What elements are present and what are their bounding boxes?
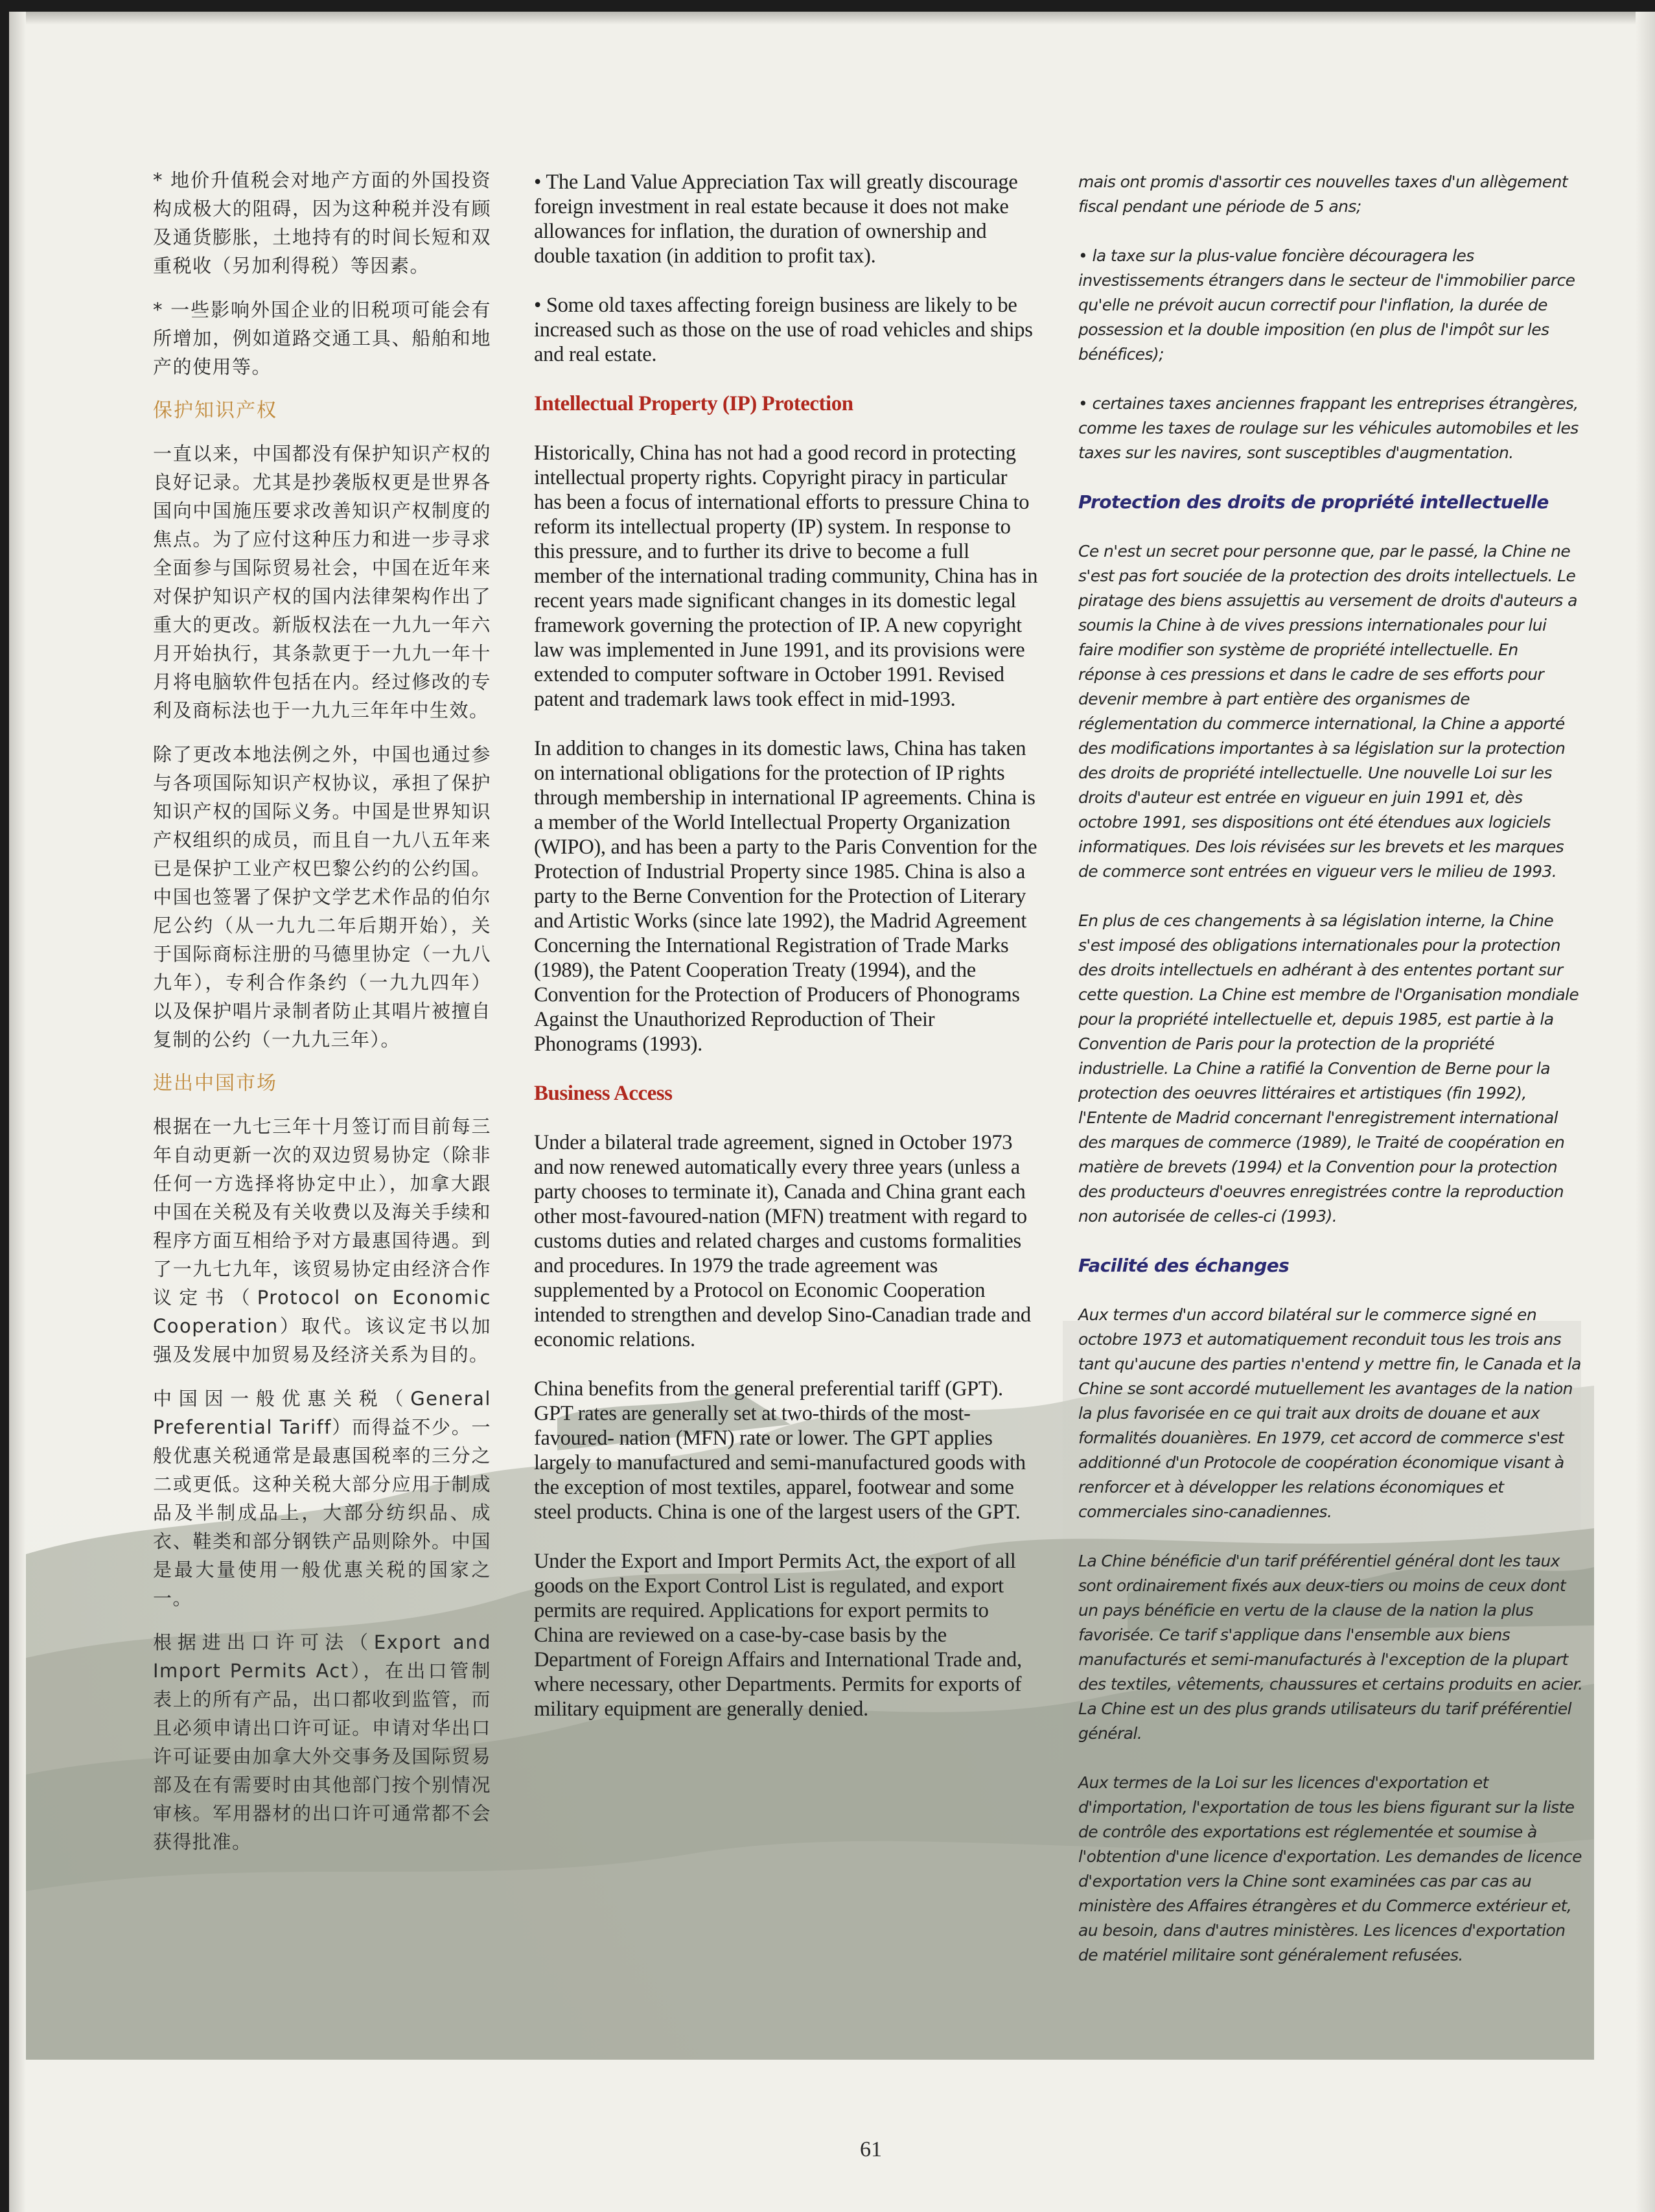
fr-ip-heading: Protection des droits de propriété intellectuelle: [1078, 491, 1549, 513]
zh-market-heading: 进出中国市场: [153, 1072, 277, 1095]
zh-market-paragraph-1: 根据在一九七三年十月签订而目前每三年自动更新一次的双边贸易协定（除非任何一方选择将协定中止），加拿大跟中国在关税及有关收费以及海关手续和程序方面互相给予对方最惠国待遇。到了一九七九年，该贸易协定由经济合作议定书（Protocol on Economic Cooperation）取代。该议定书以加强及发展中加贸易及经济关系为目的。: [153, 1115, 491, 1366]
en-market-paragraph-2: China benefits from the general preferential tariff (GPT). GPT rates are generally set at two-thirds of the most-favoured- nation (MFN) rate or lower. The GPT applies largely to manufactured and semi-manufactured goods with the exception of most textiles, apparel, footwear and some steel products. China is one of the largest users of the GPT.: [534, 1377, 1026, 1524]
chinese-column: [153, 166, 491, 1872]
fr-bullet-2: • certaines taxes anciennes frappant les entreprises étrangères, comme les taxes de roulage sur les véhicules automobiles et les taxes sur les navires, sont susceptibles d'augmentation.: [1078, 394, 1579, 462]
zh-market-paragraph-2: 中国因一般优惠关税（General Preferential Tariff）而得益不少。一般优惠关税通常是最惠国税率的三分之二或更低。这种关税大部分应用于制成品及半制成品上，大部分纺织品、成衣、鞋类和部分钢铁产品则除外。中国是最大量使用一般优惠关税的国家之一。: [153, 1388, 491, 1609]
fr-bullet-1: • la taxe sur la plus-value foncière découragera les investissements étrangers dans le secteur de l'immobilier parce qu'elle ne prévoit aucun correctif pour l'inflation, la durée de possession et la double imposition (en plus de l'impôt sur les bénéfices);: [1078, 246, 1575, 364]
en-ip-paragraph-1: Historically, China has not had a good record in protecting intellectual property rights. Copyright piracy in particular has been a focus of international efforts to pressure China to reform its intellectual property (IP) system. In response to this pressure, and to further its drive to become a full member of the international trading community, China has in recent years made significant changes in its domestic legal framework governing the protection of IP. A new copyright law was implemented in June 1991, and its provisions were extended to computer software in October 1991. Revised patent and trademark laws took effect in mid-1993.: [534, 441, 1038, 711]
zh-ip-paragraph-1: 一直以来，中国都没有保护知识产权的良好记录。尤其是抄袭版权更是世界各国向中国施压要求改善知识产权制度的焦点。为了应付这种压力和进一步寻求全面参与国际贸易社会，中国在近年来对保护知识产权的国内法律架构作出了重大的更改。新版权法在一九九一年六月开始执行，其条款更于一九九一年十月将电脑软件包括在内。经过修改的专利及商标法也于一九九三年年中生效。: [153, 443, 491, 721]
page-right-edge: [1636, 12, 1655, 2212]
zh-ip-paragraph-2: 除了更改本地法例之外，中国也通过参与各项国际知识产权协议，承担了保护知识产权的国际义务。中国是世界知识产权组织的成员，而且自一九八五年来已是保护工业产权巴黎公约的公约国。中国也签署了保护文学艺术作品的伯尔尼公约（从一九九二年后期开始），关于国际商标注册的马德里协定（一九八九年），专利合作条约（一九九四年）以及保护唱片录制者防止其唱片被擅自复制的公约（一九九三年）。: [153, 743, 491, 1051]
page-binding-shadow: [9, 12, 26, 2212]
en-bullet-1: • The Land Value Appreciation Tax will greatly discourage foreign investment in real estate because it does not make allowances for inflation, the duration of ownership and double taxation (in addition to profit tax).: [534, 170, 1018, 268]
en-market-paragraph-1: Under a bilateral trade agreement, signed in October 1973 and now renewed automatically every three years (unless a party chooses to terminate it), Canada and China grant each other most-favoured-nation (MFN) treatment with regard to customs duties and related charges and customs formalities and procedures. In 1979 the trade agreement was supplemented by a Protocol on Economic Cooperation intended to strengthen and develop Sino-Canadian trade and economic relations.: [534, 1131, 1031, 1351]
fr-market-heading: Facilité des échanges: [1078, 1255, 1290, 1276]
zh-bullet-1: * 地价升值税会对地产方面的外国投资构成极大的阻碍，因为这种税并没有顾及通货膨胀，土地持有的时间长短和双重税收（另加利得税）等因素。: [153, 169, 491, 277]
english-column: [534, 170, 1039, 1746]
en-market-heading: Business Access: [534, 1082, 673, 1105]
page-number: 61: [860, 2137, 882, 2161]
fr-market-paragraph-1: Aux termes d'un accord bilatéral sur le commerce signé en octobre 1973 et automatiquement reconduit tous les trois ans tant qu'aucune des parties n'entend y mettre fin, le Canada et la Chine se sont accordé mutuellement les avantages de la nation la plus favorisée en ce qui trait aux droits de douane et aux formalités douanières. En 1979, cet accord de commerce s'est additionné d'un Protocole de coopération économique visant à renforcer et à développer les relations économiques et commerciales sino-canadiennes.: [1078, 1305, 1581, 1521]
en-bullet-2: • Some old taxes affecting foreign business are likely to be increased such as those on the use of road vehicles and ships and real estate.: [534, 294, 1033, 366]
fr-market-paragraph-3: Aux termes de la Loi sur les licences d'exportation et d'importation, l'exportation de tous les biens figurant sur la liste de contrôle des exportations est réglementée et soumise à l'obtention d'une licence d'exportation. Les demandes de licence d'exportation vers la Chine sont examinées cas par cas au ministère des Affaires étrangères et du Commerce extérieur et, au besoin, dans d'autres ministères. Les licences d'exportation de matériel militaire sont généralement refusées.: [1078, 1773, 1582, 1964]
fr-ip-paragraph-2: En plus de ces changements à sa législation interne, la Chine s'est imposé des obligations internationales pour la protection des droits intellectuels en adhérant à des ententes portant sur cette question. La Chine est membre de l'Organisation mondiale pour la propriété intellectuelle et, depuis 1985, est partie à la Convention de Paris pour la protection de la propriété industrielle. La Chine a ratifié la Convention de Berne pour la protection des oeuvres littéraires et artistiques (fin 1992), l'Entente de Madrid concernant l'enregistrement international des marques de commerce (1989), le Traité de coopération en matière de brevets (1994) et la Convention pour la protection des producteurs d'oeuvres enregistrées contre la reproduction non autorisée de celles-ci (1993).: [1078, 911, 1579, 1226]
fr-ip-paragraph-1: Ce n'est un secret pour personne que, par le passé, la Chine ne s'est pas fort souciée de la protection des droits intellectuels. Le piratage des biens assujettis au versement de droits d'auteurs a soumis la Chine à de vives pressions internationales pour lui faire modifier son système de propriété intellectuelle. En réponse à ces pressions et dans le cadre de ses efforts pour devenir membre à part entière des organismes de réglementation du commerce international, la Chine a apporté des modifications importantes à sa législation sur la protection des droits de propriété intellectuelle. Une nouvelle Loi sur les droits d'auteur est entrée en vigueur en juin 1991 et, dès octobre 1991, ses dispositions ont été étendues aux logiciels informatiques. Des lois révisées sur les brevets et les marques de commerce sont entrées en vigueur vers le milieu de 1993.: [1078, 542, 1577, 881]
fr-continuation: mais ont promis d'assortir ces nouvelles taxes d'un allègement fiscal pendant une période de 5 ans;: [1078, 172, 1568, 216]
french-column: [1078, 170, 1584, 1992]
document-page: [9, 12, 1655, 2212]
zh-market-paragraph-3: 根据进出口许可法（Export and Import Permits Act），在出口管制表上的所有产品，出口都收到监管，而且必须申请出口许可证。申请对华出口许可证要由加拿大外交事务及国际贸易部及在有需要时由其他部门按个别情况审核。军用器材的出口许可通常都不会获得批准。: [153, 1631, 491, 1853]
zh-bullet-2: * 一些影响外国企业的旧税项可能会有所增加，例如道路交通工具、船舶和地产的使用等。: [153, 299, 491, 378]
zh-ip-heading: 保护知识产权: [153, 399, 277, 422]
en-market-paragraph-3: Under the Export and Import Permits Act, the export of all goods on the Export Control List is regulated, and export permits are required. Applications for export permits to China are reviewed on a case-by-case basis by the Department of Foreign Affairs and International Trade and, where necessary, other Departments. Permits for exports of military equipment are generally denied.: [534, 1550, 1022, 1721]
fr-market-paragraph-2: La Chine bénéficie d'un tarif préférentiel général dont les taux sont ordinairement fixés aux deux-tiers ou moins de ceux dont un pays bénéficie en vertu de la clause de la nation la plus favorisée. Ce tarif s'applique dans l'ensemble aux biens manufacturés et semi-manufacturés à l'exception de la plupart des textiles, vêtements, chaussures et certains produits en acier. La Chine est un des plus grands utilisateurs du tarif préférentiel général.: [1078, 1552, 1583, 1743]
en-ip-paragraph-2: In addition to changes in its domestic laws, China has taken on international obligations for the protection of IP rights through membership in international IP agreements. China is a member of the World Intellectual Property Organization (WIPO), and has been a party to the Paris Convention for the Protection of Industrial Property since 1985. China is also a party to the Berne Convention for the Protection of Literary and Artistic Works (since late 1992), the Madrid Agreement Concerning the International Registration of Trade Marks (1989), the Patent Cooperation Treaty (1994), and the Convention for the Protection of Producers of Phonograms Against the Unauthorized Reproduction of Their Phonograms (1993).: [534, 737, 1037, 1056]
en-ip-heading: Intellectual Property (IP) Protection: [534, 392, 853, 415]
page-top-shadow: [9, 12, 1655, 25]
